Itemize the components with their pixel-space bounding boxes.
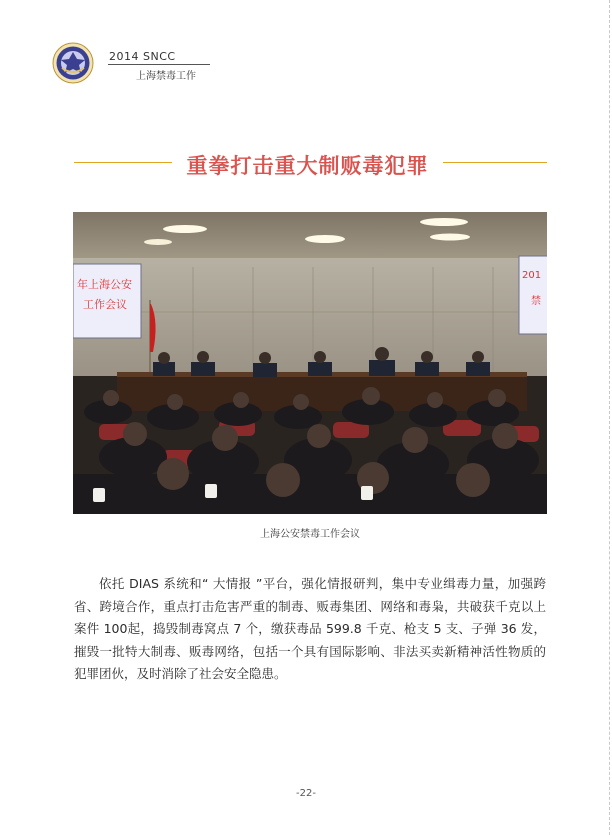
screen-right-text: 201 (522, 270, 542, 281)
section-title: 重拳打击重大制贩毒犯罪 (186, 154, 429, 178)
header-divider (108, 64, 210, 65)
page-edge-dashed-line (609, 0, 610, 835)
svg-text:禁: 禁 (531, 296, 541, 307)
body-paragraph: 依托 DIAS 系统和“ 大情报 ”平台，强化情报研判，集中专业缉毒力量，加强跨省、跨境合作，重点打击危害严重的制毒、贩毒集团、网络和毒枭，共破获千克以上案件 100起，捣毁制毒窝点 7 个，缴获毒品 599.8 千克、枪支 5 支、子弹 36 发，摧毁一批特大制毒、贩毒网络，包括一个具有国际影响、非法买卖新精神活性物质的犯罪团伙，及时消除了社会安全隐患。 (74, 576, 546, 681)
meeting-photo (73, 212, 547, 514)
svg-text:工作会议: 工作会议 (83, 298, 127, 311)
title-rule-right (443, 162, 547, 163)
title-rule-left (74, 162, 172, 163)
header-year-org: 2014 SNCC (109, 50, 176, 63)
screen-left-text: 年上海公安 (77, 278, 132, 291)
sncc-logo-emblem (52, 42, 94, 84)
header-subtitle: 上海禁毒工作 (136, 71, 196, 82)
page-number: -22- (296, 788, 316, 799)
photo-caption: 上海公安禁毒工作会议 (260, 529, 360, 540)
